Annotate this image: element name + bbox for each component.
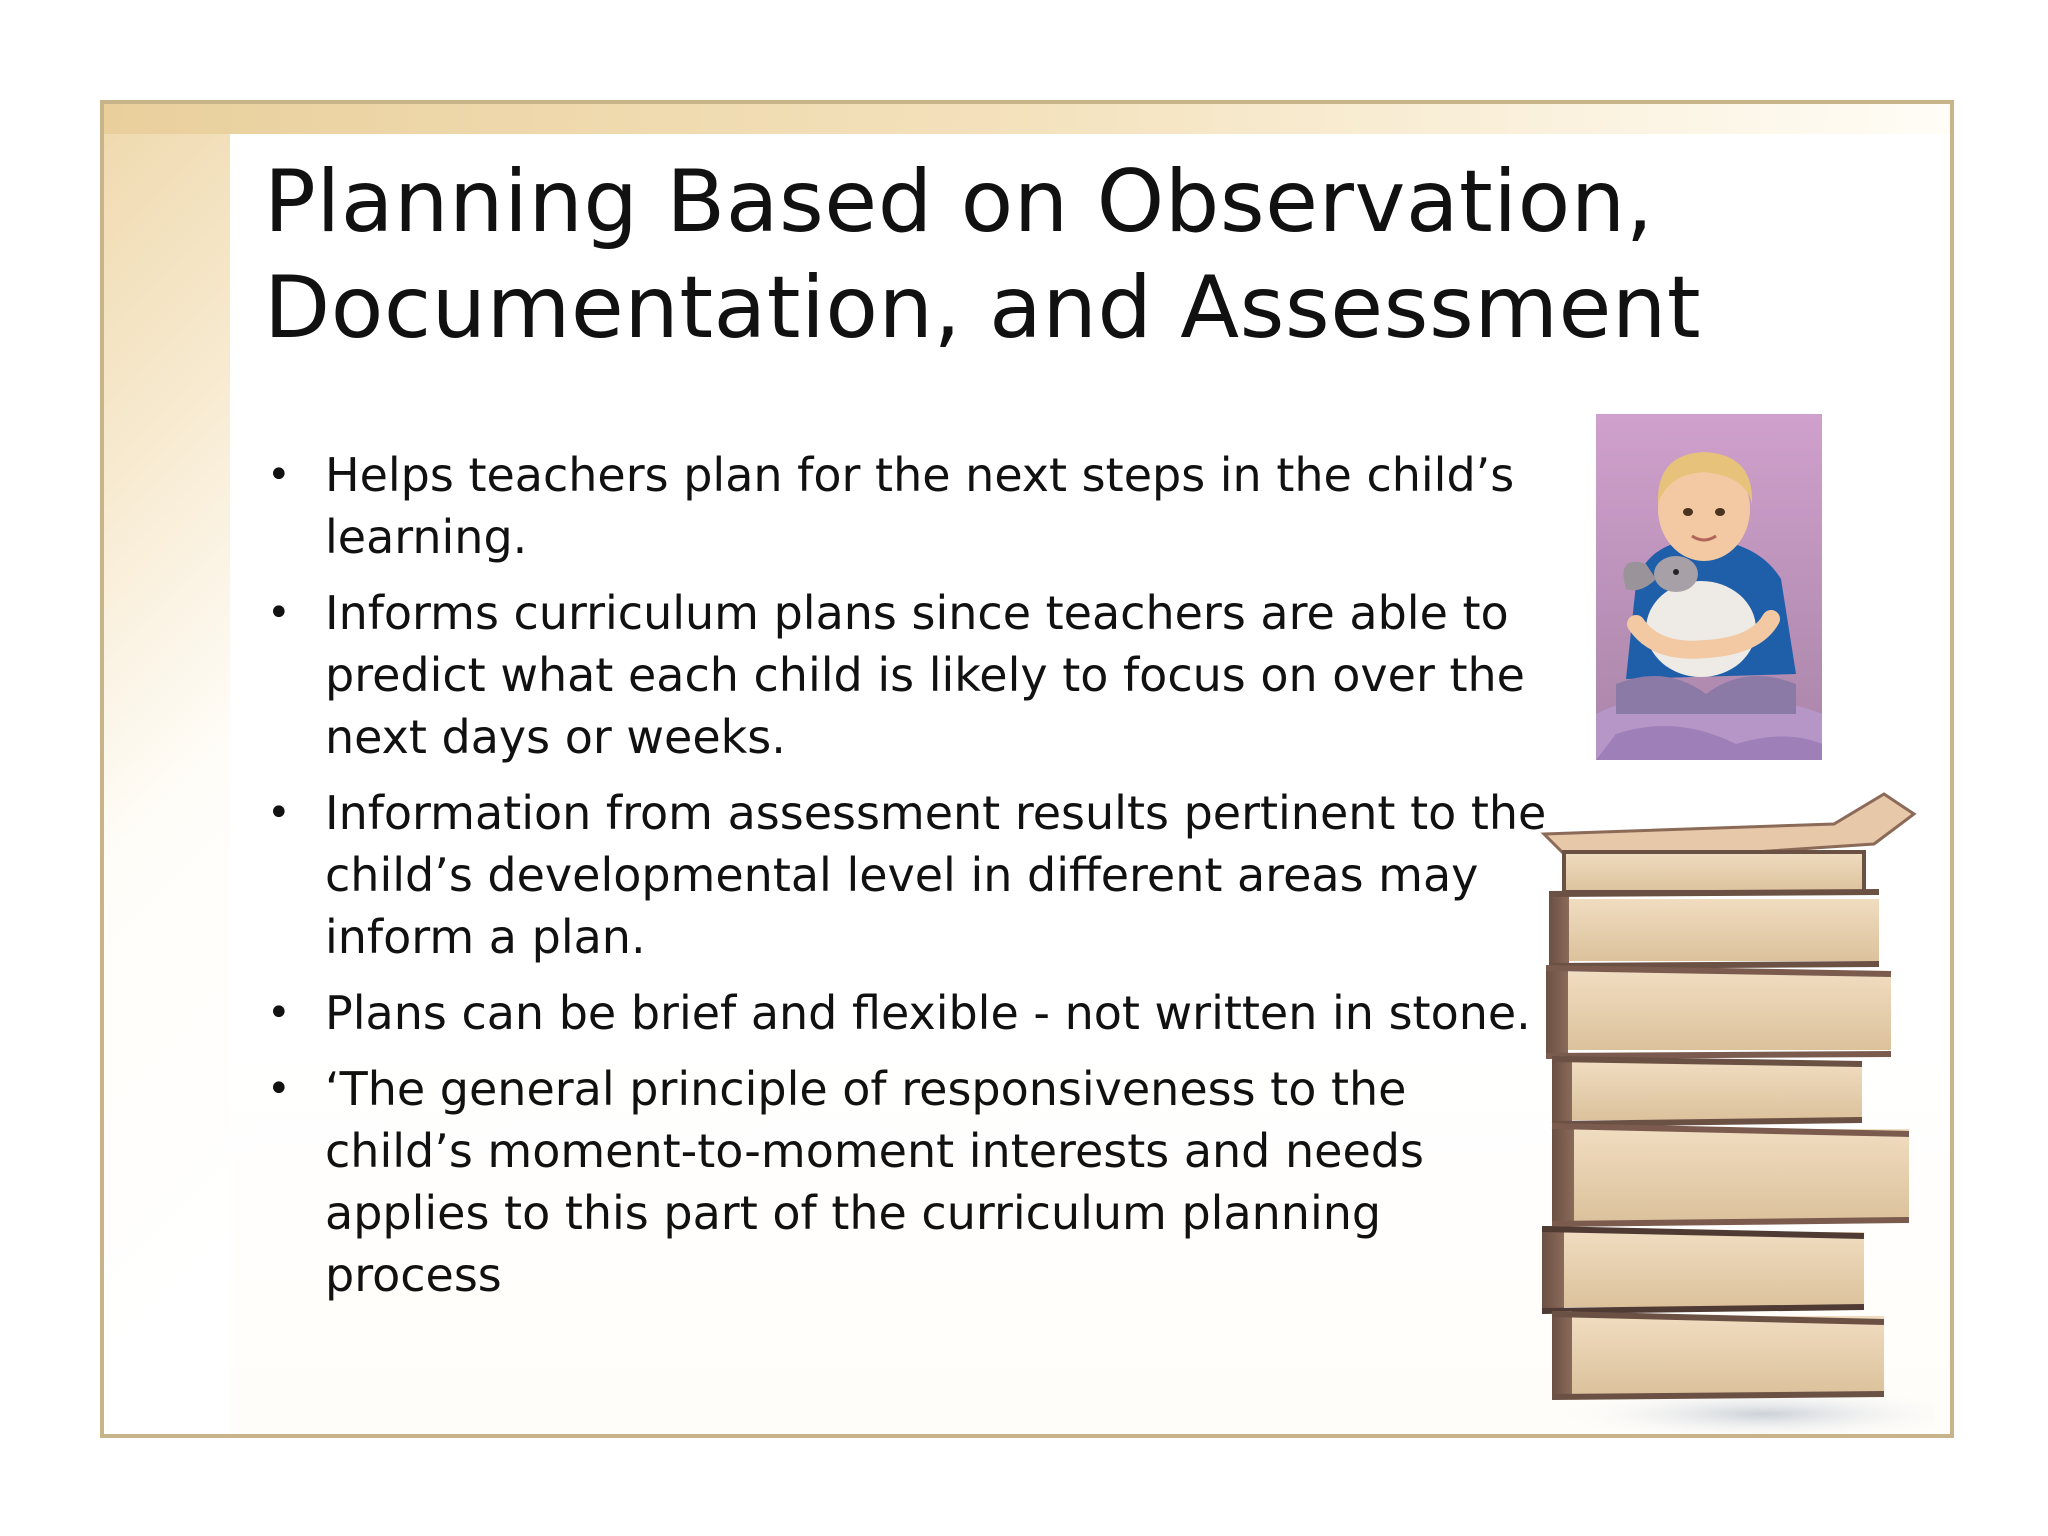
child-photo [1596, 414, 1822, 760]
bullet-text: Plans can be brief and flexible - not written in stone. [325, 986, 1531, 1040]
child-hugging-toy-illustration [1596, 414, 1822, 760]
bullet-glyph: • [267, 590, 291, 636]
bullet-item [249, 982, 1549, 1044]
frame-top-glow [104, 104, 1950, 134]
bullet-item [249, 1058, 1549, 1306]
bullet-list [249, 444, 1549, 1320]
bullet-glyph: • [267, 452, 291, 498]
bullet-glyph: • [267, 990, 291, 1036]
bullet-item [249, 582, 1549, 768]
books-illustration [1534, 774, 1934, 1434]
bullet-text: Informs curriculum plans since teachers are able to predict what each child is likely to focus on over the next days or weeks. [325, 586, 1525, 764]
bullet-item [249, 782, 1549, 968]
slide-frame [100, 100, 1954, 1438]
bullet-text: Helps teachers plan for the next steps in the child’s learning. [325, 448, 1515, 564]
bullet-glyph: • [267, 790, 291, 836]
books-stack-image [1534, 774, 1934, 1434]
bullet-text: Information from assessment results pertinent to the child’s developmental level in different areas may inform a plan. [325, 786, 1547, 964]
bullet-item [249, 444, 1549, 568]
slide-title: Planning Based on Observation, Documentation, and Assessment [264, 152, 1702, 358]
bullet-glyph: • [267, 1066, 291, 1112]
bullet-text: ‘The general principle of responsiveness to the child’s moment-to-moment interests and needs applies to this part of the curriculum planning process [325, 1062, 1424, 1302]
